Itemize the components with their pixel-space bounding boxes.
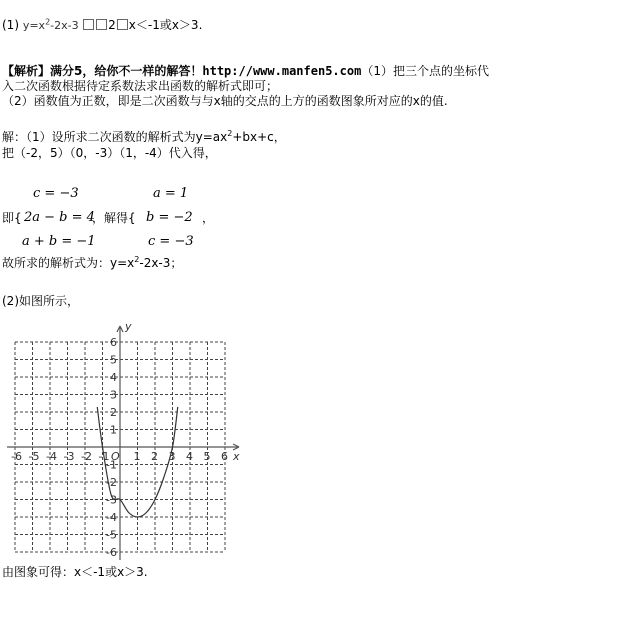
x-tick-label: -2 [81,450,92,463]
answer-line [2,18,202,33]
analysis-line-2: 入二次函数根据待定系数法求出函数的解析式即可； [2,79,279,93]
analysis-line1-rest: （1）把三个点的坐标代 [361,64,489,78]
y-tick-label: 3 [110,388,117,402]
x-tick-label: -3 [63,450,75,463]
y-tick-label: 1 [110,423,117,437]
x-tick-label: -1 [98,450,110,463]
y-tick-label: -2 [106,476,117,489]
answer-result: x＜-1或x＞3. [128,18,203,32]
x-tick-label: 1 [133,450,141,463]
part2-intro: (2)如图所示， [2,294,79,308]
x-tick-label: 5 [203,450,211,463]
system-eq-3: a + b = −1 [22,234,96,249]
y-tick-label: 4 [110,371,117,384]
analysis-line-1 [2,64,489,78]
tick-labels [11,322,240,559]
garbled-box-2 [96,19,107,30]
x-tick-label: 2 [151,450,158,463]
y-tick-label: 5 [110,353,117,367]
solution-eq-2: b = −2 [146,210,193,225]
parabola-graph [0,322,245,564]
part2-conclusion: 由图象可得：x＜-1或x＞3. [2,565,148,579]
solution-eq-1: a = 1 [153,186,189,201]
solution-line-1: 解：（1）设所求二次函数的解析式为$y=ax^2+bx+c$， [2,129,286,144]
garbled-box-1 [83,19,94,30]
solution-result: 故所求的解析式为：$y=x^2-2x-3$； [2,255,183,270]
x-axis-label: x [233,450,240,463]
x-tick-label: 6 [221,450,228,463]
garbled-box-3 [117,19,128,30]
y-tick-label: -1 [106,458,117,472]
solve-text: ，解得{ [92,211,136,225]
solution-line-2: 把（-2，5）（0，-3）（1，-4）代入得， [2,146,217,160]
y-axis-label: y [125,322,132,333]
analysis-bracket: 【解析】 [2,64,51,78]
x-tick-label: 3 [168,450,176,463]
y-tick-label: -5 [106,528,117,542]
x-tick-label: -4 [46,450,57,463]
y-tick-label: -4 [106,511,117,524]
x-tick-label: -5 [28,450,40,463]
analysis-score: 满分5，给你不一样的解答！ [50,64,203,78]
x-tick-label: -6 [11,450,22,463]
y-tick-label: -3 [106,493,117,507]
x-tick-label: O [111,450,120,463]
y-tick-label: 2 [110,406,117,419]
answer-func: $y=x^2-2x-3$ [22,17,79,32]
y-tick-label: -6 [106,546,117,559]
y-tick-label: 6 [110,336,117,349]
analysis-line-3: （2）函数值为正数，即是二次函数与与x轴的交点的上方的函数图象所对应的x的值. [2,94,448,108]
answer-label: (1) [2,18,19,32]
system-prefix: 即{ [2,211,22,225]
solution-eq-3: c = −3 [148,234,194,249]
part2-label: 2 [108,18,116,32]
axes [7,326,239,560]
system-end: ， [202,211,215,225]
x-tick-label: 4 [186,450,193,463]
system-eq-2: 2a − b = 4 [24,210,95,225]
system-eq-1: c = −3 [33,186,79,201]
site-link[interactable]: http://www.manfen5.com [202,64,362,78]
